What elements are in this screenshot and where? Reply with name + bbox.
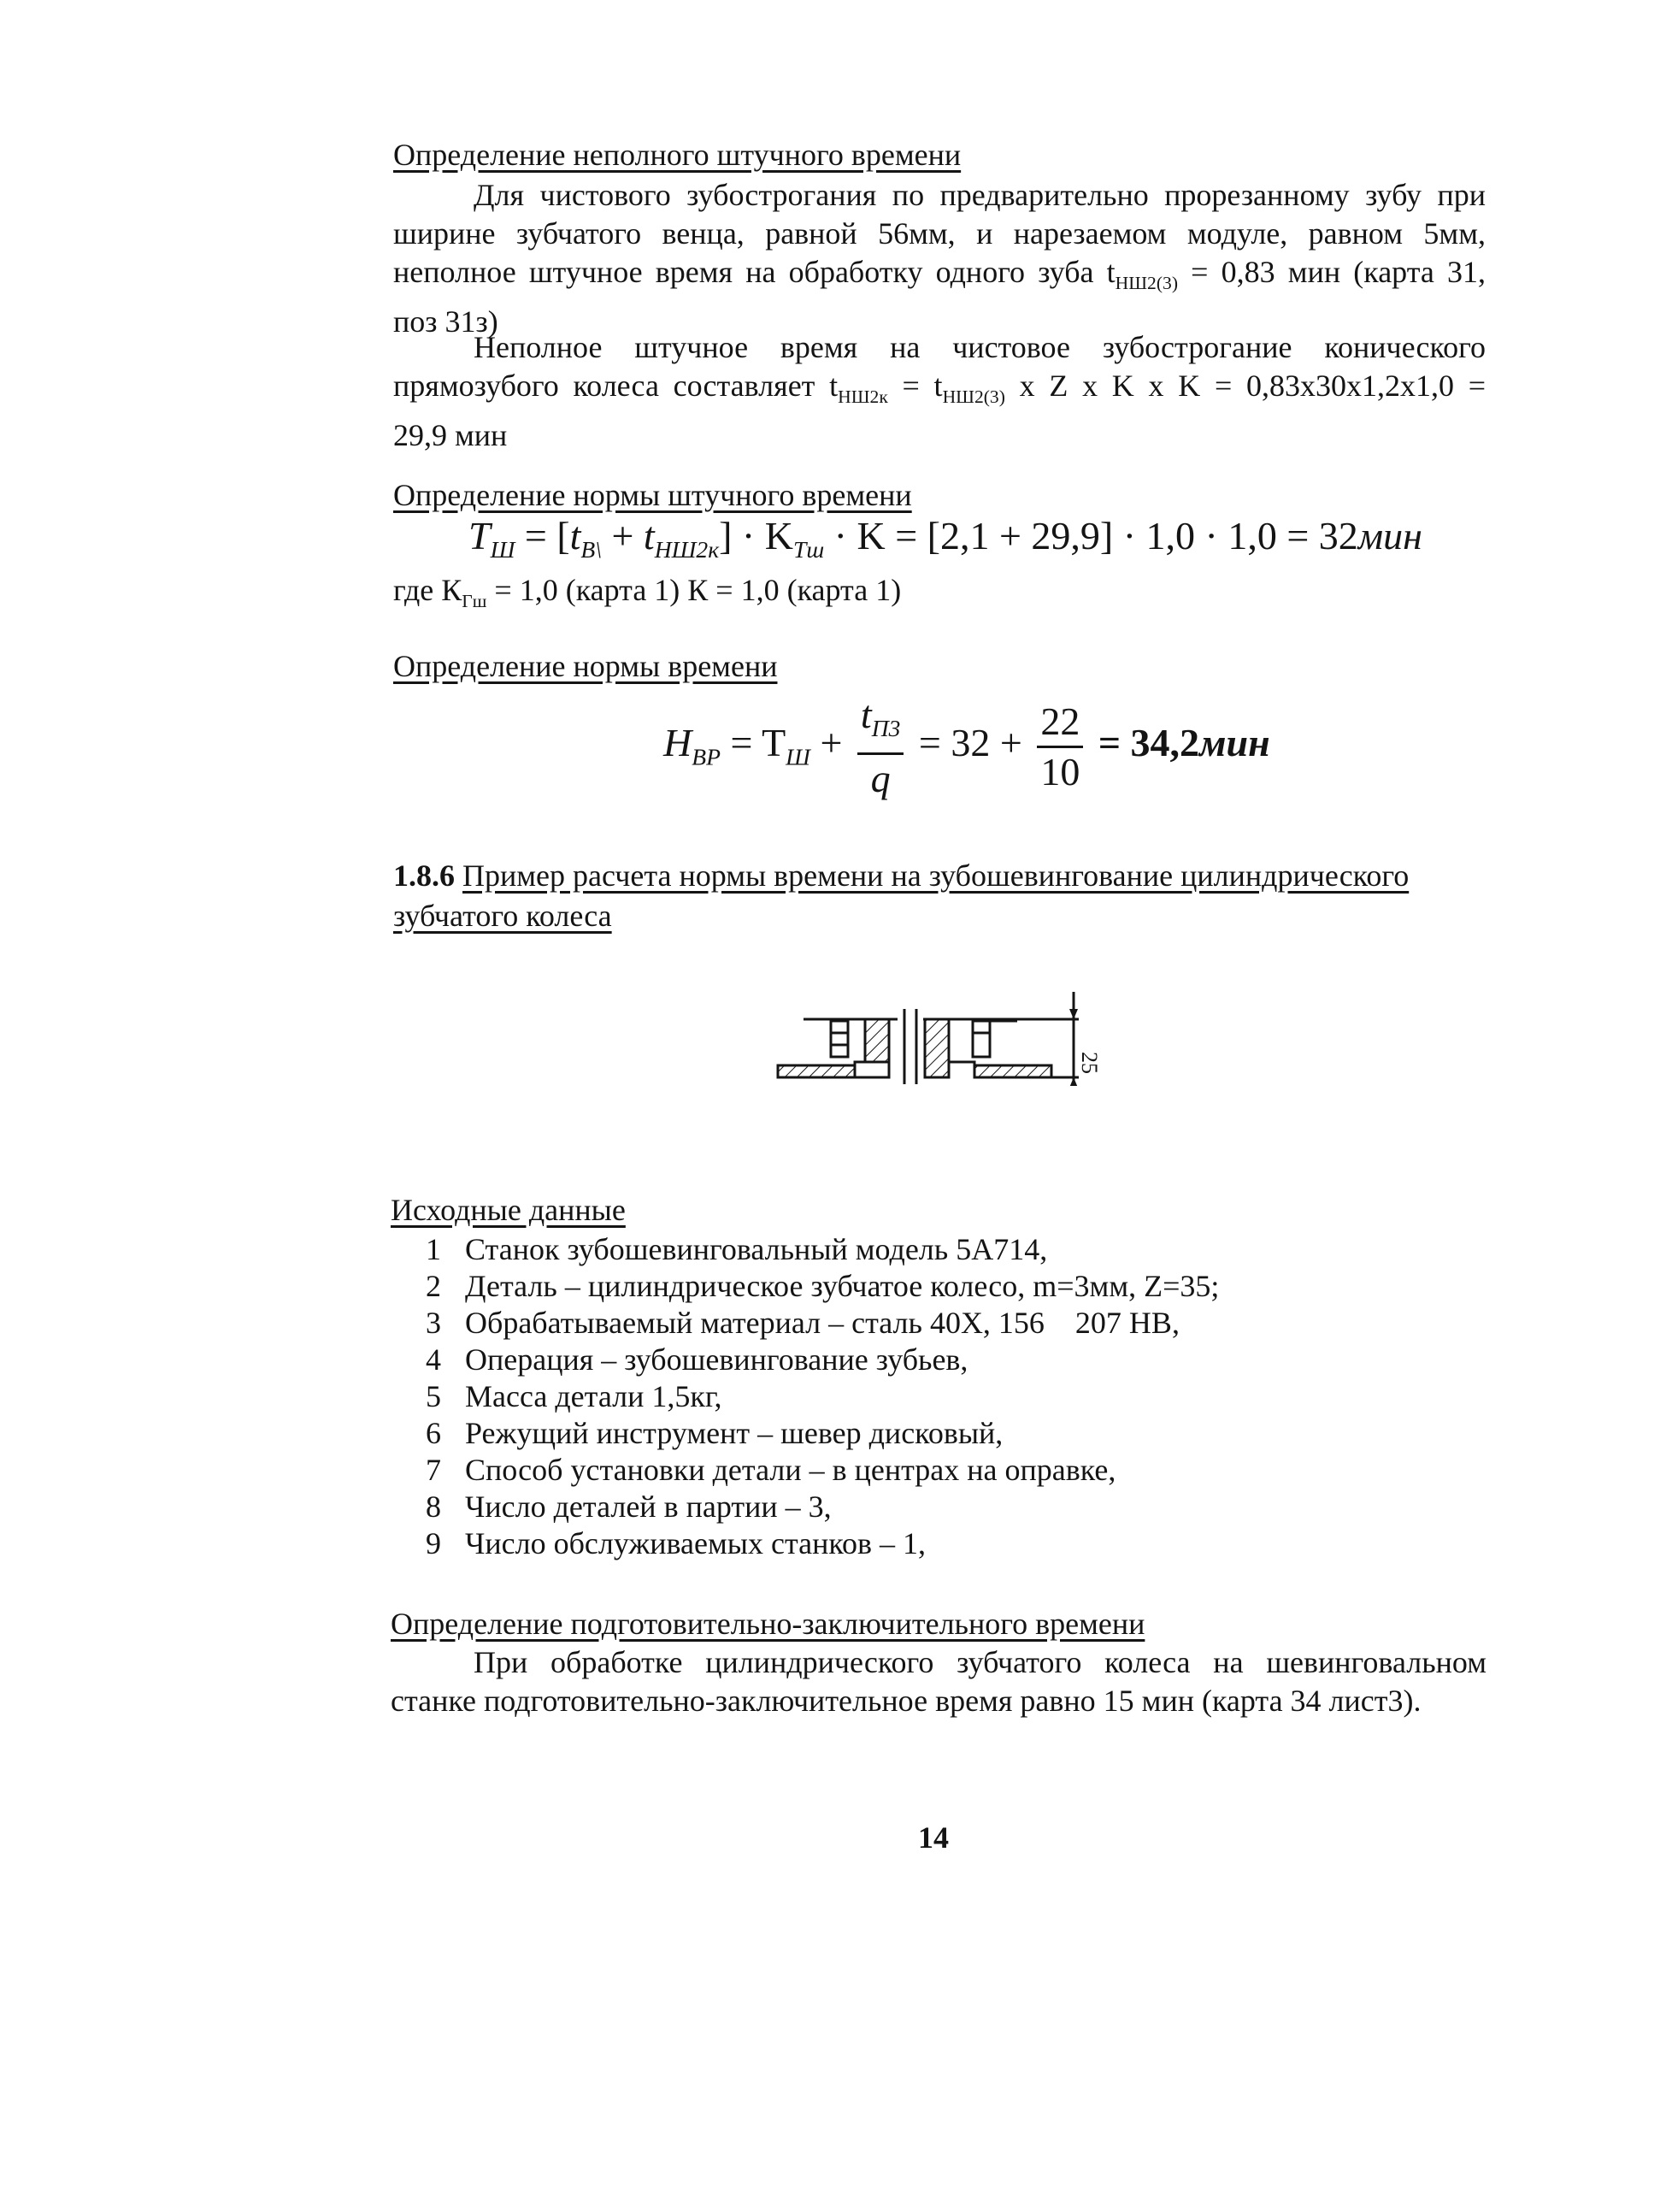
- heading-setup-time: Определение подготовительно-заключительного времени: [391, 1607, 1145, 1641]
- heading-initial-data: Исходные данные: [391, 1193, 626, 1227]
- p1-line2: ширине зубчатого венца, равной 56мм, и нарезаемом модуле, равном 5мм,: [393, 216, 1486, 251]
- list-item: 1 Станок зубошевинговальный модель 5А714,: [426, 1232, 1048, 1266]
- dimension-label: 25: [1077, 1052, 1102, 1074]
- heading-example-shaving: 1.8.6 Пример расчета нормы времени на зубошевингование цилиндрического: [393, 858, 1410, 893]
- p1-line3: неполное штучное время на обработку одного зуба $t_{НШ2(3)} = 0,83$ мин (карта 31,: [393, 255, 1486, 294]
- fraction-tpz-over-q: $\frac{t_{П3}}{q}$: [857, 691, 904, 803]
- list-item: 3 Обрабатываемый материал – сталь 40Х, 156 207 НВ,: [426, 1306, 1180, 1340]
- list-item: 4 Операция – зубошевингование зубьев,: [426, 1342, 968, 1377]
- p6-line1: При обработке цилиндрического зубчатого колеса на шевинговальном: [474, 1645, 1486, 1679]
- gear-cross-section-drawing: [769, 983, 1103, 1086]
- formula-time-norm: $H_{BP} = T_Ш$ + $\frac{t_{П3}}{q}$ = 32 + $\frac{22}{10}$ = 34,2мин: [663, 691, 1270, 803]
- paragraph-partial-piece-time: [393, 176, 1486, 341]
- heading-piece-time-norm: Определение нормы штучного времени: [393, 478, 912, 512]
- paragraph-setup-time: [391, 1643, 1486, 1720]
- p2-line1: Неполное штучное время на чистовое зубострогание конического: [474, 330, 1486, 364]
- list-item: 2 Деталь – цилиндрическое зубчатое колесо, m=3мм, Z=35;: [426, 1269, 1220, 1303]
- fraction-22-over-10: $\frac{22}{10}$: [1037, 698, 1083, 796]
- p2-line2: прямозубого колеса составляет $t_{НШ2к} = t_{НШ2(3)}$ x Z x K x K = 0,83x30x1,2x1,0 =: [393, 369, 1486, 408]
- paragraph-bevel-gear-time: [393, 328, 1486, 455]
- heading-partial-piece-time: Определение неполного штучного времени: [393, 138, 962, 172]
- p1-line1: Для чистового зубострогания по предварительно прорезанному зубу при: [474, 178, 1486, 212]
- where-line: где $К_{Гш} = 1,0$ (карта 1) К = 1,0 (карта 1): [393, 573, 902, 612]
- heading-example-shaving-line2: зубчатого колеса: [393, 899, 612, 933]
- list-item: 6 Режущий инструмент – шевер дисковый,: [426, 1416, 1004, 1450]
- heading-time-norm: Определение нормы времени: [393, 649, 778, 683]
- list-item: 7 Способ установки детали – в центрах на оправке,: [426, 1453, 1116, 1487]
- list-item: 5 Масса детали 1,5кг,: [426, 1379, 722, 1413]
- p6-line2: станке подготовительно-заключительное время равно 15 мин (карта 34 лист3).: [391, 1684, 1422, 1718]
- list-item: 9 Число обслуживаемых станков – 1,: [426, 1526, 927, 1560]
- p1-line4: поз 31з): [393, 304, 498, 339]
- formula-piece-time: $T_Ш = [t_{B\backslash} + t_{НШ2к}] \cdot K_{Tш} \cdot K = [2,1 + 29,9] \cdot 1,0 \cdot 1,0 = 32мин$: [468, 514, 1422, 563]
- page-number: 14: [918, 1820, 949, 1855]
- list-item: 8 Число деталей в партии – 3,: [426, 1489, 832, 1524]
- p2-line3: 29,9 мин: [393, 418, 508, 453]
